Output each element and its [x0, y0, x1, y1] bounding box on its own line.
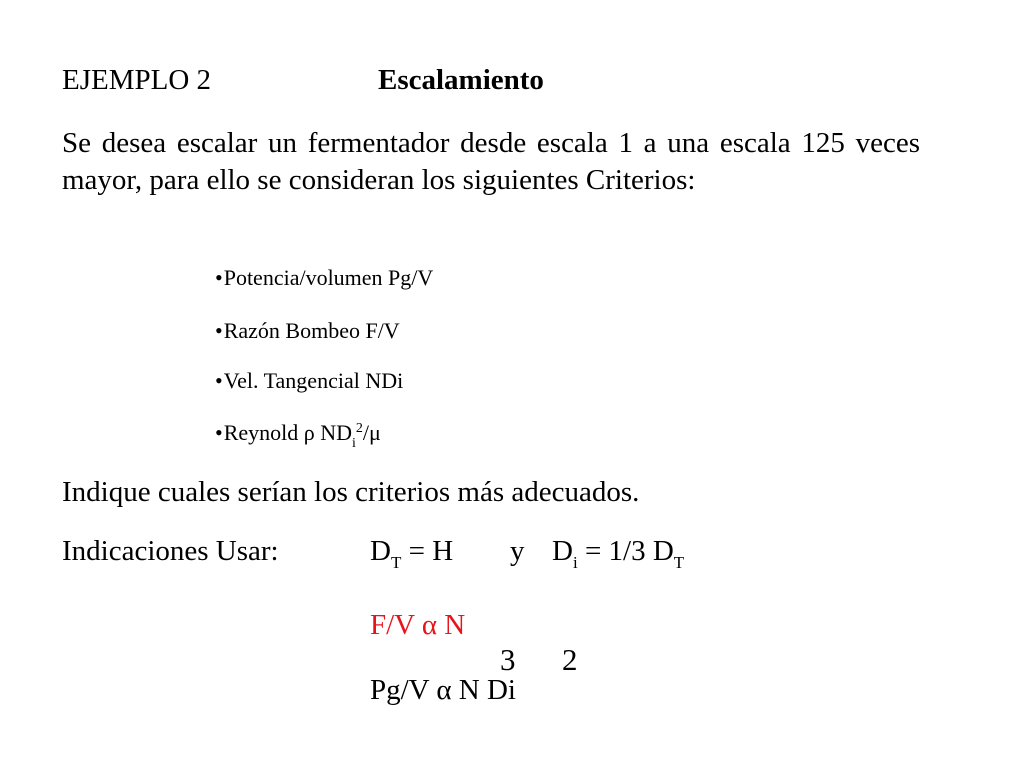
equation-dt-h [370, 533, 453, 573]
exponent-di: 2 [562, 642, 578, 677]
criteria-item-tangential-velocity [215, 368, 403, 394]
bullet-icon: • [215, 318, 223, 343]
equation-pgv-proportional: Pg/V α N Di [370, 674, 516, 706]
one-third-d: = 1/3 D [577, 535, 674, 567]
subscript-i: i [572, 553, 578, 572]
example-title: Escalamiento [378, 64, 544, 96]
exponent-n: 3 [500, 642, 516, 677]
hints-label: Indicaciones Usar: [62, 535, 279, 567]
intro-paragraph: Se desea escalar un fermentador desde escala 1 a una escala 125 veces mayor, para ello se consideran los siguientes Criterios: [62, 127, 920, 196]
criteria-item-label: Vel. Tangencial NDi [223, 368, 404, 393]
subscript-i: i [352, 436, 356, 451]
equation-di-dt [552, 533, 684, 573]
equation-fv-proportional-n: F/V α N [370, 609, 466, 641]
example-label: EJEMPLO 2 [62, 64, 212, 96]
criteria-item-reynolds [215, 420, 381, 450]
criteria-item-label: Razón Bombeo F/V [223, 318, 400, 343]
superscript-2: 2 [355, 421, 363, 436]
bullet-icon: • [215, 420, 223, 445]
conjunction-y: y [510, 535, 525, 567]
subscript-t: T [390, 553, 402, 572]
symbol-d: D [552, 535, 573, 567]
symbol-d: D [370, 535, 391, 567]
bullet-icon: • [215, 368, 223, 393]
question-text: Indique cuales serían los criterios más adecuados. [62, 476, 640, 508]
criteria-item-pumping-ratio [215, 318, 400, 344]
criteria-item-power-volume [215, 265, 433, 291]
criteria-item-label: Potencia/volumen Pg/V [223, 265, 434, 290]
equals-h: = H [401, 535, 454, 567]
bullet-icon: • [215, 265, 223, 290]
subscript-t: T [673, 553, 685, 572]
criteria-item-label: Reynold ρ ND [223, 420, 353, 445]
criteria-item-suffix: /μ [362, 420, 381, 445]
